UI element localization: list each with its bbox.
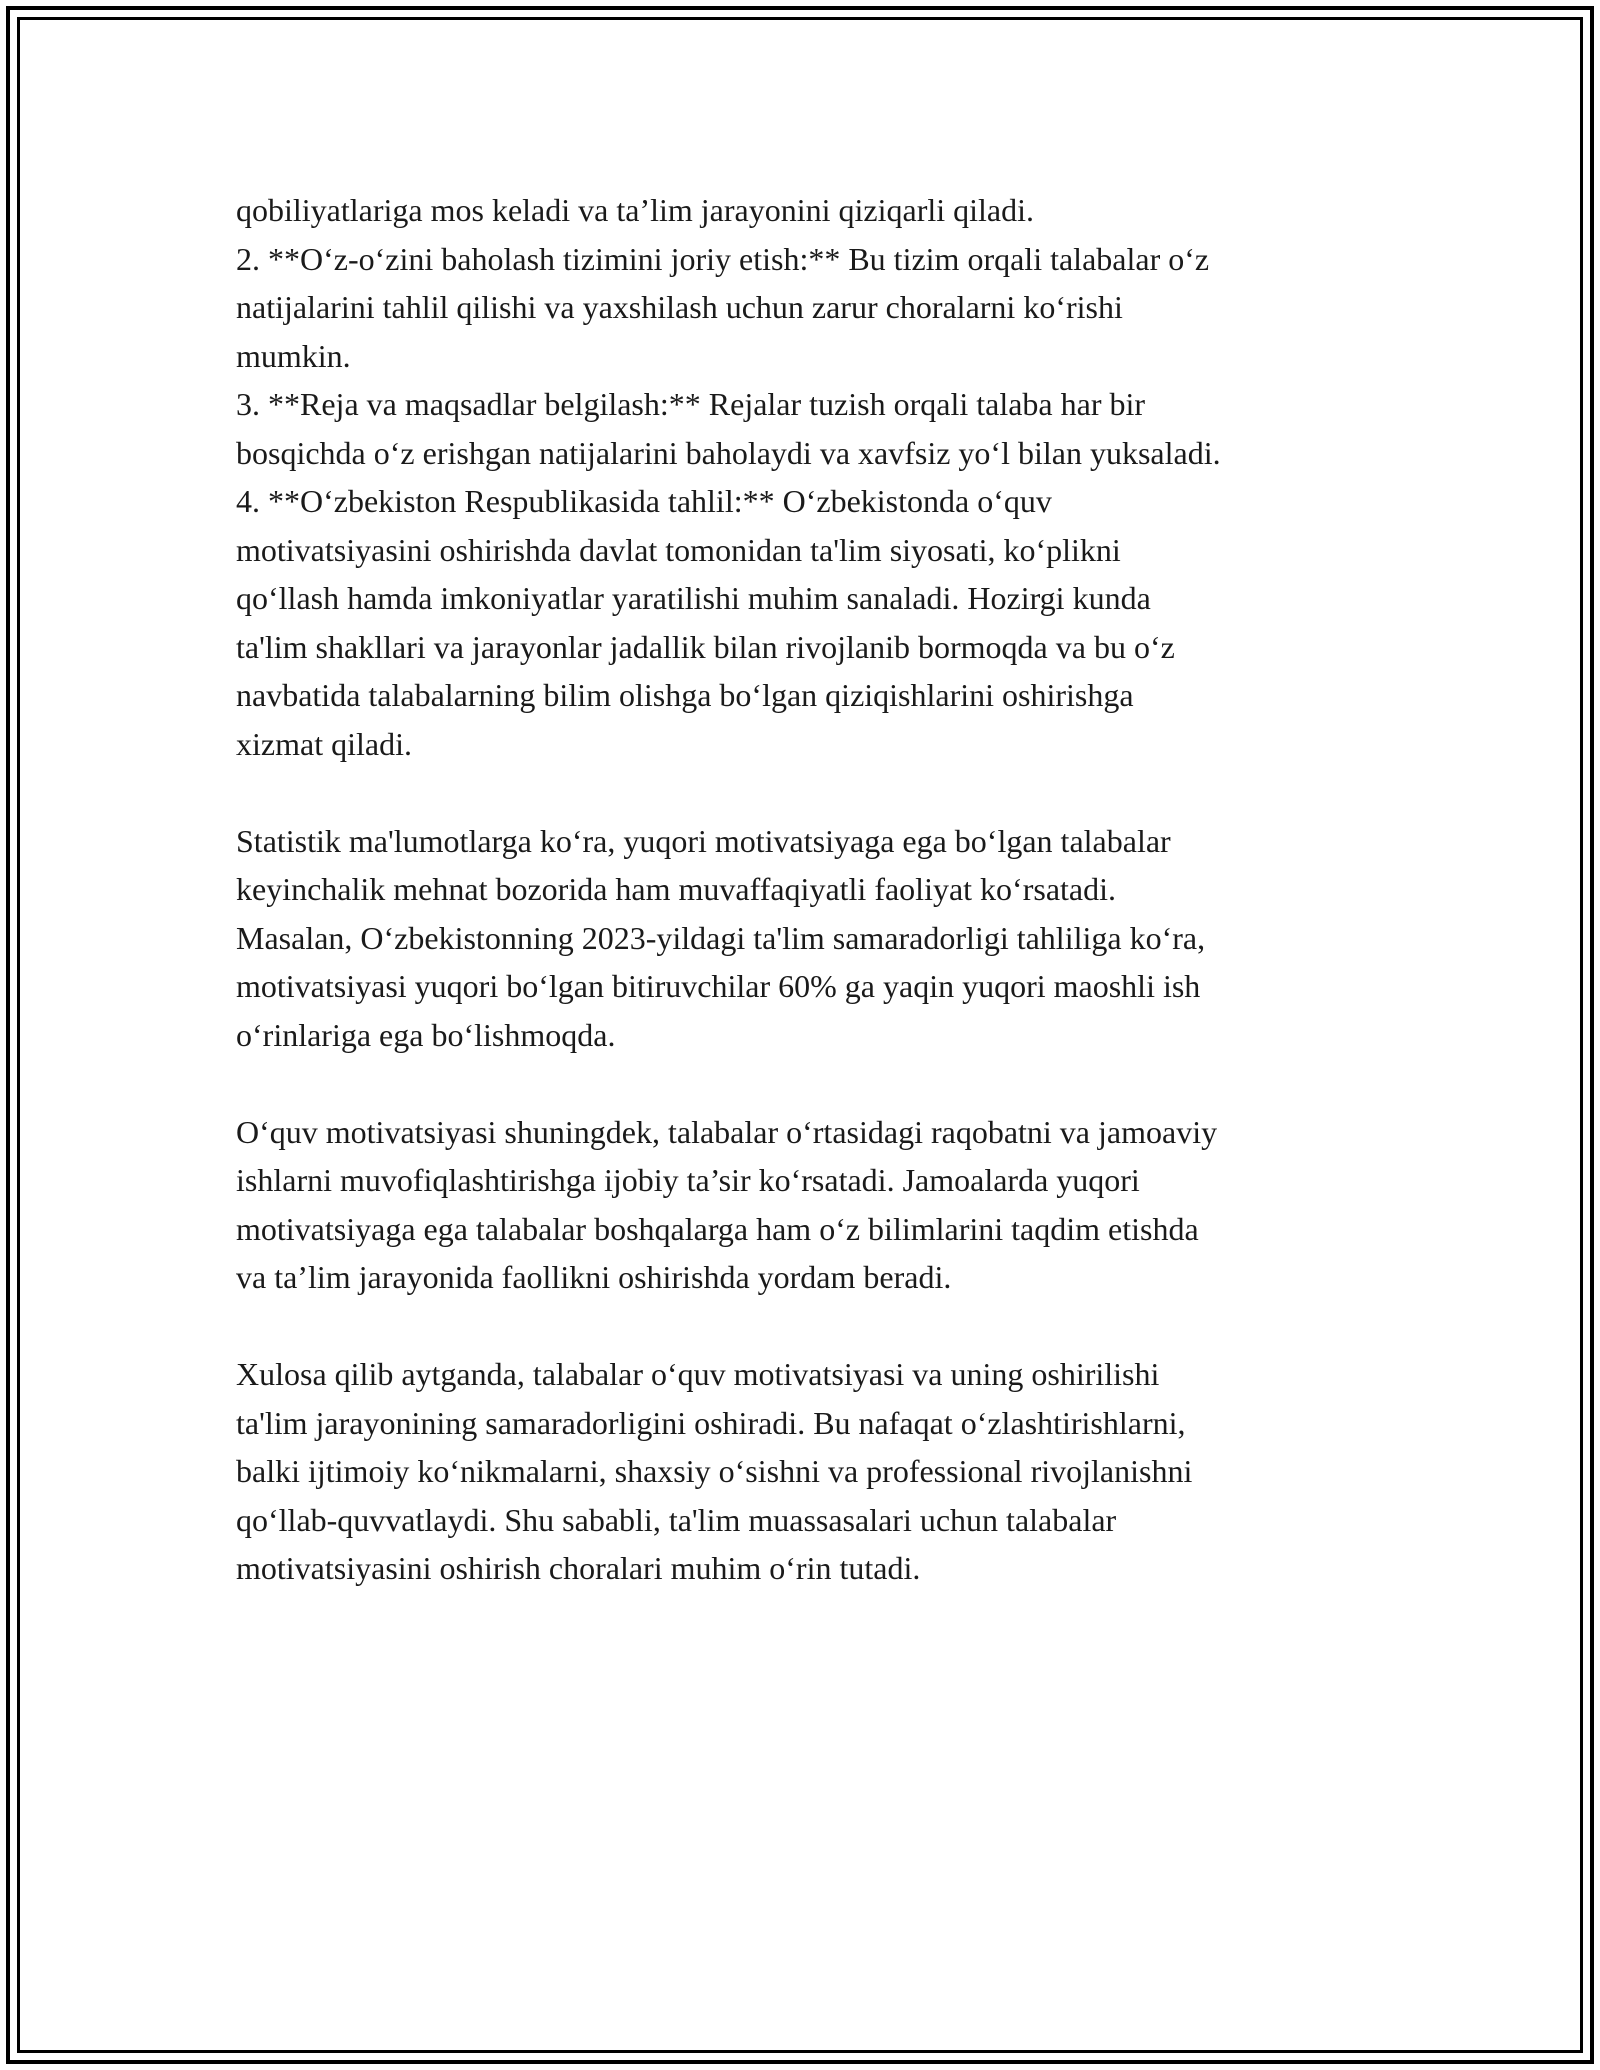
paragraph-gap — [236, 1059, 1386, 1108]
text-line: balki ijtimoiy ko‘nikmalarni, shaxsiy o‘sishni va professional rivojlanishni — [236, 1453, 1193, 1489]
text-line: ta'lim jarayonining samaradorligini oshiradi. Bu nafaqat o‘zlashtirishlarni, — [236, 1404, 1186, 1441]
text-line: xizmat qiladi. — [236, 725, 412, 762]
text-line: bosqichda o‘z erishgan natijalarini baholaydi va xavfsiz yo‘l bilan yuksaladi. — [236, 434, 1221, 471]
list-item-4 — [236, 477, 1386, 768]
paragraph-gap — [236, 768, 1386, 817]
text-line: mumkin. — [236, 337, 351, 374]
text-line: 3. **Reja va maqsadlar belgilash:** Rejalar tuzish orqali talaba har bir — [236, 386, 1146, 422]
text-line: navbatida talabalarning bilim olishga bo‘lgan qiziqishlarini oshirishga — [236, 677, 1134, 713]
paragraph-gap — [236, 1302, 1386, 1351]
paragraph-statistics — [236, 817, 1386, 1060]
text-line: qo‘llash hamda imkoniyatlar yaratilishi muhim sanaladi. Hozirgi kunda — [236, 580, 1151, 616]
text-line: ta'lim shakllari va jarayonlar jadallik bilan rivojlanib bormoqda va bu o‘z — [236, 628, 1175, 665]
text-line: O‘quv motivatsiyasi shuningdek, talabalar o‘rtasidagi raqobatni va jamoaviy — [236, 1113, 1218, 1150]
text-line: o‘rinlariga ega bo‘lishmoqda. — [236, 1016, 616, 1053]
text-line: qobiliyatlariga mos keladi va ta’lim jarayonini qiziqarli qiladi. — [236, 192, 1034, 228]
text-line: keyinchalik mehnat bozorida ham muvaffaqiyatli faoliyat ko‘rsatadi. — [236, 871, 1116, 907]
text-line: motivatsiyasi yuqori bo‘lgan bitiruvchilar 60% ga yaqin yuqori maoshli ish — [236, 968, 1201, 1004]
text-line: natijalarini tahlil qilishi va yaxshilash uchun zarur choralarni ko‘rishi — [236, 289, 1123, 325]
text-line: Masalan, O‘zbekistonning 2023-yildagi ta'lim samaradorligi tahliliga ko‘ra, — [236, 919, 1206, 956]
text-line: motivatsiyaga ega talabalar boshqalarga ham o‘z bilimlarini taqdim etishda — [236, 1210, 1199, 1247]
list-item-2 — [236, 235, 1386, 381]
text-line: 4. **O‘zbekiston Respublikasida tahlil:** O‘zbekistonda o‘quv — [236, 483, 1052, 519]
paragraph-conclusion — [236, 1350, 1386, 1593]
list-continuation — [236, 186, 1386, 235]
text-line: va ta’lim jarayonida faollikni oshirishda yordam beradi. — [236, 1259, 952, 1295]
text-line: ishlarni muvofiqlashtirishga ijobiy ta’sir ko‘rsatadi. Jamoalarda yuqori — [236, 1162, 1140, 1198]
text-line: 2. **O‘z-o‘zini baholash tizimini joriy etish:** Bu tizim orqali talabalar o‘z — [236, 240, 1210, 277]
text-line: qo‘llab-quvvatlaydi. Shu sababli, ta'lim muassasalari uchun talabalar — [236, 1501, 1117, 1538]
text-line: Xulosa qilib aytganda, talabalar o‘quv motivatsiyasi va uning oshirilishi — [236, 1356, 1160, 1392]
list-item-3 — [236, 380, 1386, 477]
text-line: motivatsiyasini oshirish choralari muhim o‘rin tutadi. — [236, 1550, 921, 1586]
document-body — [236, 186, 1386, 1593]
text-line: Statistik ma'lumotlarga ko‘ra, yuqori motivatsiyaga ega bo‘lgan talabalar — [236, 822, 1171, 859]
paragraph-competition — [236, 1108, 1386, 1302]
text-line: motivatsiyasini oshirishda davlat tomonidan ta'lim siyosati, ko‘plikni — [236, 531, 1121, 568]
